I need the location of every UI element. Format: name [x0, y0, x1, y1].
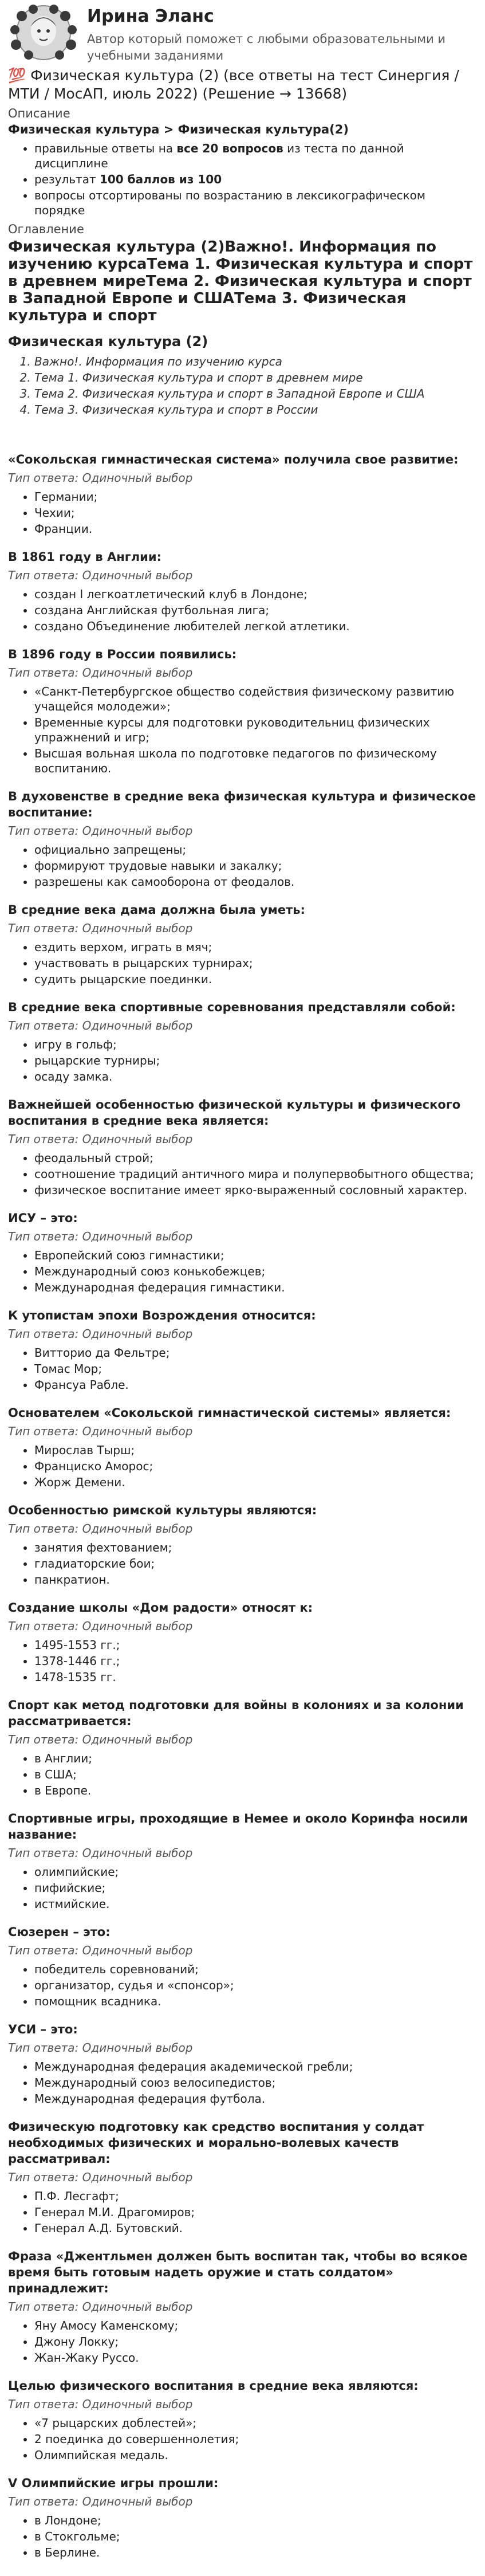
- answer-option: • Международный союз велосипедистов;: [34, 2075, 477, 2090]
- answer-option: • панкратион.: [34, 1572, 477, 1587]
- answer-option: • П.Ф. Лесгафт;: [34, 2189, 477, 2204]
- question-block: [8, 2021, 477, 2106]
- feature-text: результат: [34, 172, 100, 186]
- answer-option: • Витторио да Фельтре;: [34, 1345, 477, 1360]
- question-title: К утопистам эпохи Возрождения относится:: [8, 1309, 316, 1322]
- question-type: Тип ответа: Одиночный выбор: [8, 2495, 193, 2508]
- answer-option: • разрешены как самооборона от феодалов.: [34, 874, 477, 889]
- answer-option: • соотношение традиций античного мира и полупервобытного общества;: [34, 1167, 477, 1181]
- question-type: Тип ответа: Одиночный выбор: [8, 1943, 193, 1957]
- answer-option: • в Берлине.: [34, 2545, 477, 2560]
- options-list: [8, 940, 477, 987]
- question-type: Тип ответа: Одиночный выбор: [8, 1230, 193, 1243]
- avatar-image: [8, 5, 79, 61]
- answer-option: • Международный союз конькобежцев;: [34, 1264, 477, 1279]
- answer-option: • официально запрещены;: [34, 842, 477, 857]
- question-type: Тип ответа: Одиночный выбор: [8, 921, 193, 935]
- answer-option: • истмийские.: [34, 1896, 477, 1911]
- question-block: [8, 549, 477, 634]
- question-block: [8, 1502, 477, 1587]
- options-list: [8, 2513, 477, 2560]
- question-title: ИСУ – это:: [8, 1211, 78, 1225]
- answer-option: • победитель соревнований;: [34, 1962, 477, 1977]
- answer-option: • рыцарские турниры;: [34, 1053, 477, 1068]
- question-title: Создание школы «Дом радости» относят к:: [8, 1601, 313, 1615]
- question-type: Тип ответа: Одиночный выбор: [8, 1019, 193, 1032]
- question-type: Тип ответа: Одиночный выбор: [8, 2397, 193, 2411]
- answer-option: • создано Объединение любителей легкой атлетики.: [34, 619, 477, 634]
- question-type: Тип ответа: Одиночный выбор: [8, 2300, 193, 2314]
- question-type: Тип ответа: Одиночный выбор: [8, 1424, 193, 1438]
- question-block: [8, 1697, 477, 1798]
- answer-option: • судить рыцарские поединки.: [34, 972, 477, 987]
- question-block: [8, 451, 477, 536]
- options-list: [8, 1962, 477, 2009]
- answer-option: • Высшая вольная школа по подготовке педагогов по физическому воспитанию.: [34, 746, 477, 776]
- options-list: [8, 1248, 477, 1295]
- toc-subheading: Физическая культура (2): [8, 333, 208, 350]
- question-block: [8, 2248, 477, 2365]
- answer-option: • Яну Амосу Каменскому;: [34, 2318, 477, 2333]
- toc-list: [8, 354, 477, 417]
- question-type: Тип ответа: Одиночный выбор: [8, 1522, 193, 1536]
- features-list: [8, 141, 477, 218]
- answer-option: • в Стокгольме;: [34, 2529, 477, 2544]
- answer-option: • Международная федерация академической гребли;: [34, 2059, 477, 2074]
- options-list: [8, 1037, 477, 1084]
- options-list: [8, 2318, 477, 2365]
- options-list: [8, 2416, 477, 2463]
- question-title: Сюзерен – это:: [8, 1925, 111, 1939]
- question-title: В 1861 году в Англии:: [8, 550, 161, 564]
- author-info: [87, 5, 477, 64]
- answer-option: • в США;: [34, 1767, 477, 1782]
- question-block: [8, 2119, 477, 2236]
- answer-option: • игру в гольф;: [34, 1037, 477, 1052]
- question-type: Тип ответа: Одиночный выбор: [8, 824, 193, 838]
- question-block: [8, 999, 477, 1084]
- feature-item: [34, 141, 477, 171]
- questions-list: [8, 451, 477, 2560]
- author-header: [8, 0, 477, 63]
- question-type: Тип ответа: Одиночный выбор: [8, 471, 193, 485]
- answer-option: • 1378-1446 гг.;: [34, 1654, 477, 1668]
- question-title: Особенностью римской культуры являются:: [8, 1503, 317, 1517]
- question-type: Тип ответа: Одиночный выбор: [8, 1327, 193, 1341]
- answer-option: • Международная федерация гимнастики.: [34, 1280, 477, 1295]
- answer-option: • в Европе.: [34, 1783, 477, 1798]
- options-list: [8, 842, 477, 889]
- options-list: [8, 1345, 477, 1392]
- document-title: 💯 Физическая культура (2) (все ответы на тест Синергия / МТИ / МосАП, июль 2022) (Решение → 13668): [8, 67, 459, 102]
- answer-option: • Генерал А.Д. Бутовский.: [34, 2221, 477, 2236]
- question-block: [8, 902, 477, 987]
- question-type: Тип ответа: Одиночный выбор: [8, 1132, 193, 1146]
- answer-option: • осаду замка.: [34, 1069, 477, 1084]
- options-list: [8, 2189, 477, 2236]
- question-type: Тип ответа: Одиночный выбор: [8, 568, 193, 582]
- question-title: В 1896 году в России появились:: [8, 647, 237, 661]
- options-list: [8, 1864, 477, 1911]
- feature-text: из теста по данной дисциплине: [34, 142, 404, 170]
- question-block: [8, 1405, 477, 1490]
- answer-option: • ездить верхом, играть в мяч;: [34, 940, 477, 955]
- answer-option: • «7 рыцарских доблестей»;: [34, 2416, 477, 2430]
- answer-option: • 1495-1553 гг.;: [34, 1638, 477, 1652]
- question-title: Важнейшей особенностью физической культуры и физического воспитания в средние века является:: [8, 1098, 461, 1128]
- question-block: [8, 1097, 477, 1197]
- options-list: [8, 1751, 477, 1798]
- question-title: Спорт как метод подготовки для войны в колониях и за колонии рассматривается:: [8, 1698, 464, 1728]
- author-avatar-icon[interactable]: [8, 5, 79, 61]
- answer-option: • феодальный строй;: [34, 1150, 477, 1165]
- feature-bold: 100 баллов из 100: [99, 172, 222, 186]
- feature-bold: все 20 вопросов: [176, 142, 283, 155]
- toc-item[interactable]: 1. Важно!. Информация по изучению курса: [34, 354, 477, 369]
- options-list: [8, 1443, 477, 1490]
- answer-option: • Временные курсы для подготовки руководительниц физических упражнений и игр;: [34, 715, 477, 745]
- answer-option: • 2 поединка до совершеннолетия;: [34, 2432, 477, 2447]
- answer-option: • Германии;: [34, 489, 477, 504]
- answer-option: • Томас Мор;: [34, 1361, 477, 1376]
- question-title: В средние века спортивные соревнования представляли собой:: [8, 1000, 456, 1014]
- options-list: [8, 1150, 477, 1197]
- question-block: [8, 2475, 477, 2560]
- answer-option: • «Санкт-Петербургское общество содействия физическому развитию учащейся молодежи»;: [34, 684, 477, 714]
- question-block: [8, 1210, 477, 1295]
- question-type: Тип ответа: Одиночный выбор: [8, 1733, 193, 1746]
- answer-option: • Чехии;: [34, 505, 477, 520]
- answer-option: • Франциско Аморос;: [34, 1459, 477, 1474]
- question-title: Спортивные игры, проходящие в Немее и около Коринфа носили название:: [8, 1812, 468, 1841]
- answer-option: • Олимпийская медаль.: [34, 2448, 477, 2463]
- answer-option: • гладиаторские бои;: [34, 1556, 477, 1571]
- question-type: Тип ответа: Одиночный выбор: [8, 2041, 193, 2055]
- question-title: «Сокольская гимнастическая система» получила свое развитие:: [8, 453, 459, 466]
- answer-option: • физическое воспитание имеет ярко-выраженный сословный характер.: [34, 1183, 477, 1197]
- question-block: [8, 1924, 477, 2009]
- answer-option: • Генерал М.И. Драгомиров;: [34, 2205, 477, 2220]
- question-type: Тип ответа: Одиночный выбор: [8, 2170, 193, 2184]
- answer-option: • создан I легкоатлетический клуб в Лондоне;: [34, 587, 477, 602]
- answer-option: • Мирослав Тырш;: [34, 1443, 477, 1458]
- breadcrumb[interactable]: Физическая культура > Физическая культура(2): [8, 123, 349, 136]
- question-block: [8, 1811, 477, 1911]
- toc-label: Оглавление: [8, 222, 84, 236]
- question-title: Фраза «Джентльмен должен быть воспитан так, чтобы во всякое время быть готовым надеть оружие и стать солдатом» принадлежит:: [8, 2249, 468, 2295]
- toc-heading: Физическая культура (2)Важно!. Информация по изучению курсаТема 1. Физическая культура и спорт в древнем миреТема 2. Физическая культура и спорт в Западной Европе и СШАТема 3. Физическая культура и спорт: [8, 238, 473, 324]
- options-list: [8, 684, 477, 776]
- feature-text: правильные ответы на: [34, 142, 177, 155]
- answer-option: • олимпийские;: [34, 1864, 477, 1879]
- question-type: Тип ответа: Одиночный выбор: [8, 1846, 193, 1860]
- feature-item: [34, 172, 477, 187]
- question-title: В средние века дама должна была уметь:: [8, 903, 305, 917]
- answer-option: • занятия фехтованием;: [34, 1540, 477, 1555]
- toc-item[interactable]: 3. Тема 2. Физическая культура и спорт в Западной Европе и США: [34, 386, 477, 401]
- feature-text: вопросы отсортированы по возрастанию в лексикографическом порядке: [34, 189, 425, 217]
- answer-option: • Жан-Жаку Руссо.: [34, 2350, 477, 2365]
- answer-option: • организатор, судья и «спонсор»;: [34, 1978, 477, 1993]
- answer-option: • Франсуа Рабле.: [34, 1377, 477, 1392]
- answer-option: • Международная федерация футбола.: [34, 2091, 477, 2106]
- question-title: V Олимпийские игры прошли:: [8, 2476, 219, 2490]
- question-title: Целью физического воспитания в средние века являются:: [8, 2379, 419, 2393]
- question-block: [8, 1307, 477, 1392]
- author-name[interactable]: Ирина Эланс: [87, 6, 214, 26]
- question-title: В духовенстве в средние века физическая культура и физическое воспитание:: [8, 790, 476, 819]
- answer-option: • создана Английская футбольная лига;: [34, 603, 477, 618]
- answer-option: • пифийские;: [34, 1880, 477, 1895]
- question-block: [8, 646, 477, 776]
- options-list: [8, 587, 477, 634]
- question-title: УСИ – это:: [8, 2023, 78, 2036]
- answer-option: • 1478-1535 гг.: [34, 1670, 477, 1684]
- answer-option: • в Лондоне;: [34, 2513, 477, 2528]
- feature-item: [34, 188, 477, 218]
- answer-option: • Европейский союз гимнастики;: [34, 1248, 477, 1263]
- toc-item[interactable]: 2. Тема 1. Физическая культура и спорт в древнем мире: [34, 370, 477, 385]
- description-label: Описание: [8, 107, 70, 120]
- author-description: Автор который поможет с любыми образовательными и учебными заданиями: [87, 32, 446, 62]
- question-type: Тип ответа: Одиночный выбор: [8, 1619, 193, 1633]
- options-list: [8, 1540, 477, 1587]
- question-block: [8, 788, 477, 889]
- question-block: [8, 1600, 477, 1684]
- options-list: [8, 1638, 477, 1684]
- question-block: [8, 2378, 477, 2463]
- answer-option: • Франции.: [34, 521, 477, 536]
- answer-option: • в Англии;: [34, 1751, 477, 1766]
- answer-option: • Жорж Демени.: [34, 1475, 477, 1490]
- question-title: Основателем «Сокольской гимнастической системы» является:: [8, 1406, 451, 1420]
- toc-item[interactable]: 4. Тема 3. Физическая культура и спорт в России: [34, 402, 477, 417]
- options-list: [8, 2059, 477, 2106]
- answer-option: • Джону Локку;: [34, 2334, 477, 2349]
- question-type: Тип ответа: Одиночный выбор: [8, 666, 193, 680]
- options-list: [8, 489, 477, 536]
- answer-option: • помощник всадника.: [34, 1994, 477, 2009]
- answer-option: • формируют трудовые навыки и закалку;: [34, 858, 477, 873]
- question-title: Физическую подготовку как средство воспитания у солдат необходимых физических и морально-волевых качеств рассматривал:: [8, 2120, 424, 2166]
- answer-option: • участвовать в рыцарских турнирах;: [34, 956, 477, 971]
